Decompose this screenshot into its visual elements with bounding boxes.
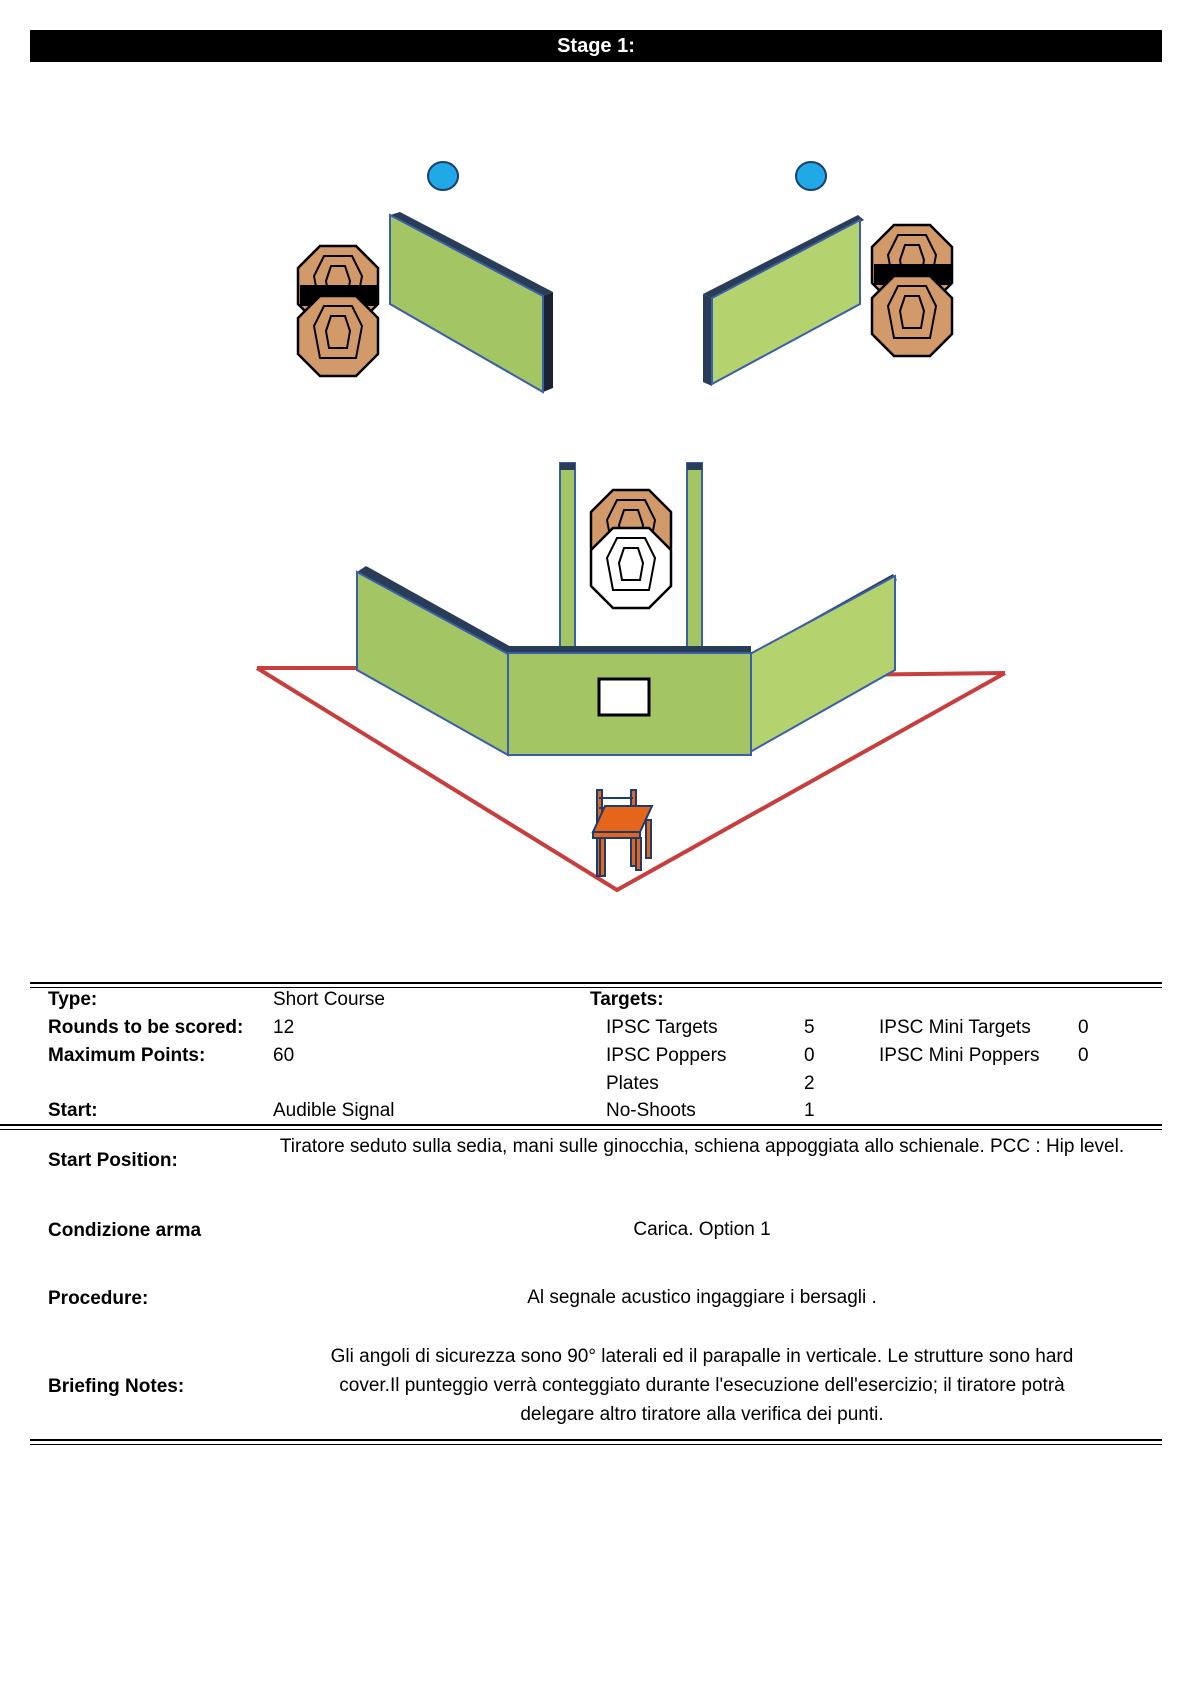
wall-lower-right (750, 574, 897, 752)
ipsc-targets-label: IPSC Targets (606, 1017, 718, 1038)
rule-mid-2 (0, 1129, 1162, 1130)
ipsc-poppers-value: 0 (804, 1045, 815, 1066)
no-shoot-target (591, 528, 671, 608)
plate-left (428, 162, 458, 190)
rule-bottom-1 (30, 1439, 1162, 1441)
condition-label: Condizione arma (48, 1220, 202, 1241)
plates-label: Plates (606, 1073, 659, 1094)
max-points-label: Maximum Points: (48, 1045, 206, 1066)
ipsc-targets-value: 5 (804, 1017, 815, 1038)
briefing-text: Gli angoli di sicurezza sono 90° laterali ed il parapalle in verticale. Le strutture sono hard cover.Il punteggio verrà conteggiato durante l'esecuzione dell'esercizio; il tiratore potrà delegare altro tiratore alla verifica dei punti. (330, 1346, 1074, 1425)
no-shoots-value: 1 (804, 1100, 815, 1121)
wall-upper-right (703, 215, 864, 386)
stage-title: Stage 1: (557, 34, 635, 57)
mini-targets-label: IPSC Mini Targets (879, 1017, 1031, 1038)
no-shoots-label: No-Shoots (606, 1100, 696, 1121)
plates-value: 2 (804, 1073, 815, 1094)
type-value: Short Course (273, 989, 385, 1010)
port-window (599, 679, 649, 715)
procedure-label: Procedure: (48, 1288, 149, 1309)
start-label: Start: (48, 1100, 98, 1121)
ipsc-target-right-pair (872, 225, 952, 356)
type-label: Type: (48, 989, 98, 1010)
chair (593, 790, 652, 876)
wall-lower-center (508, 646, 751, 755)
mini-poppers-label: IPSC Mini Poppers (879, 1045, 1040, 1066)
rounds-label: Rounds to be scored: (48, 1017, 244, 1038)
briefing-label: Briefing Notes: (48, 1376, 185, 1397)
mini-poppers-value: 0 (1078, 1045, 1089, 1066)
rule-mid-1 (0, 1124, 1162, 1126)
condition-text: Carica. Option 1 (633, 1219, 771, 1240)
mini-targets-value: 0 (1078, 1017, 1089, 1038)
plate-right (796, 162, 826, 190)
wall-upper-left (390, 212, 553, 392)
ipsc-target-left-pair (298, 246, 378, 376)
start-position-label: Start Position: (48, 1150, 178, 1171)
targets-heading: Targets: (590, 989, 664, 1010)
rule-top-1 (30, 982, 1162, 984)
wall-lower-left (357, 566, 513, 755)
rule-bottom-2 (30, 1444, 1162, 1445)
procedure-text: Al segnale acustico ingaggiare i bersagli . (527, 1287, 877, 1308)
rounds-value: 12 (273, 1017, 295, 1038)
ipsc-poppers-label: IPSC Poppers (606, 1045, 727, 1066)
max-points-value: 60 (273, 1045, 295, 1066)
start-value: Audible Signal (273, 1100, 395, 1121)
start-position-text: Tiratore seduto sulla sedia, mani sulle ginocchia, schiena appoggiata allo schienale. PCC : Hip level. (279, 1136, 1125, 1157)
